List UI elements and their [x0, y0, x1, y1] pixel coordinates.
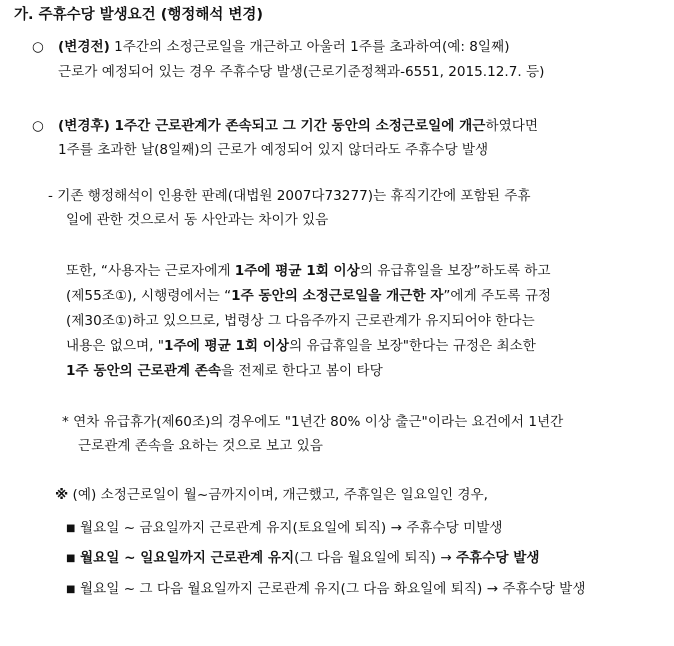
- example-item-text: 월요일 ~ 금요일까지 근로관계 유지(토요일에 퇴직) → 주휴수당 미발생: [80, 520, 503, 536]
- para-text: 을 전제로 한다고 봄이 타당: [220, 363, 383, 379]
- para-line-1: [66, 262, 551, 280]
- para-line-2: [66, 287, 551, 305]
- para-line-3: (제30조①)하고 있으므로, 법령상 그 다음주까지 근로관계가 유지되어야 한다는: [66, 313, 535, 329]
- after-label: (변경후): [58, 118, 110, 134]
- after-text-rest: 하였다면: [485, 118, 538, 134]
- square-bullet-icon: ■: [66, 553, 76, 564]
- circle-bullet-icon: ○: [32, 118, 44, 134]
- example-item-bold-text: 주휴수당 발생: [455, 550, 540, 566]
- footnote-line-2: 근로관계 존속을 요하는 것으로 보고 있음: [78, 438, 323, 454]
- square-bullet-icon: ■: [66, 584, 76, 595]
- after-line-2: 1주를 초과한 날(8일째)의 근로가 예정되어 있지 않더라도 주휴수당 발생: [58, 142, 489, 158]
- example-item-bold-text: 월요일 ~ 일요일까지 근로관계 유지: [80, 550, 295, 566]
- para-bold-text: 1주에 평균 1회 이상: [164, 338, 290, 354]
- square-bullet-icon: ■: [66, 523, 76, 534]
- para-text: 또한, “사용자는 근로자에게: [66, 263, 235, 279]
- para-bold-text: 1주 동안의 근로관계 존속: [66, 363, 221, 379]
- para-text: 의 유급휴일을 보장"한다는 규정은 최소한: [289, 338, 536, 354]
- para-bold-text: 1주에 평균 1회 이상: [234, 263, 360, 279]
- before-line-1: [32, 38, 510, 56]
- para-text: 의 유급휴일을 보장”하도록 하고: [359, 263, 551, 279]
- para-text: ”에게 주도록 규정: [443, 288, 551, 304]
- example-intro-text: (예) 소정근로일이 월~금까지이며, 개근했고, 주휴일은 일요일인 경우,: [68, 487, 488, 503]
- example-item-text: (그 다음 월요일에 퇴직) →: [294, 550, 456, 566]
- example-item-text: 월요일 ~ 그 다음 월요일까지 근로관계 유지(그 다음 화요일에 퇴직) → 주휴수당 발생: [80, 581, 586, 597]
- after-line-1: [32, 117, 538, 135]
- example-item-2: [66, 549, 540, 568]
- para-text: 내용은 없으며, ": [66, 338, 165, 354]
- note-line-1: - 기존 행정해석이 인용한 판례(대법원 2007다73277)는 휴직기간에 포함된 주휴: [48, 188, 531, 204]
- para-text: (제55조①), 시행령에서는 “: [66, 288, 232, 304]
- circle-bullet-icon: ○: [32, 39, 44, 55]
- before-label: (변경전): [58, 39, 110, 55]
- reference-mark-icon: ※: [55, 487, 69, 503]
- section-title: 가. 주휴수당 발생요건 (행정해석 변경): [14, 7, 264, 23]
- after-text-bold: 1주간 근로관계가 존속되고 그 기간 동안의 소정근로일에 개근: [109, 118, 486, 134]
- before-text-1: 1주간의 소정근로일을 개근하고 아울러 1주를 초과하여(예: 8일째): [109, 39, 510, 55]
- para-bold-text: 1주 동안의 소정근로일을 개근한 자: [231, 288, 444, 304]
- note-line-2: 일에 관한 것으로서 동 사안과는 차이가 있음: [66, 212, 329, 228]
- before-line-2: 근로가 예정되어 있는 경우 주휴수당 발생(근로기준정책과-6551, 2015.12.7. 등): [58, 64, 545, 80]
- example-item-3: [66, 580, 585, 599]
- example-item-1: [66, 519, 503, 538]
- para-line-4: [66, 337, 536, 355]
- footnote-line-1: * 연차 유급휴가(제60조)의 경우에도 "1년간 80% 이상 출근"이라는 요건에서 1년간: [62, 414, 564, 430]
- example-intro: [55, 486, 488, 504]
- para-line-5: [66, 362, 383, 380]
